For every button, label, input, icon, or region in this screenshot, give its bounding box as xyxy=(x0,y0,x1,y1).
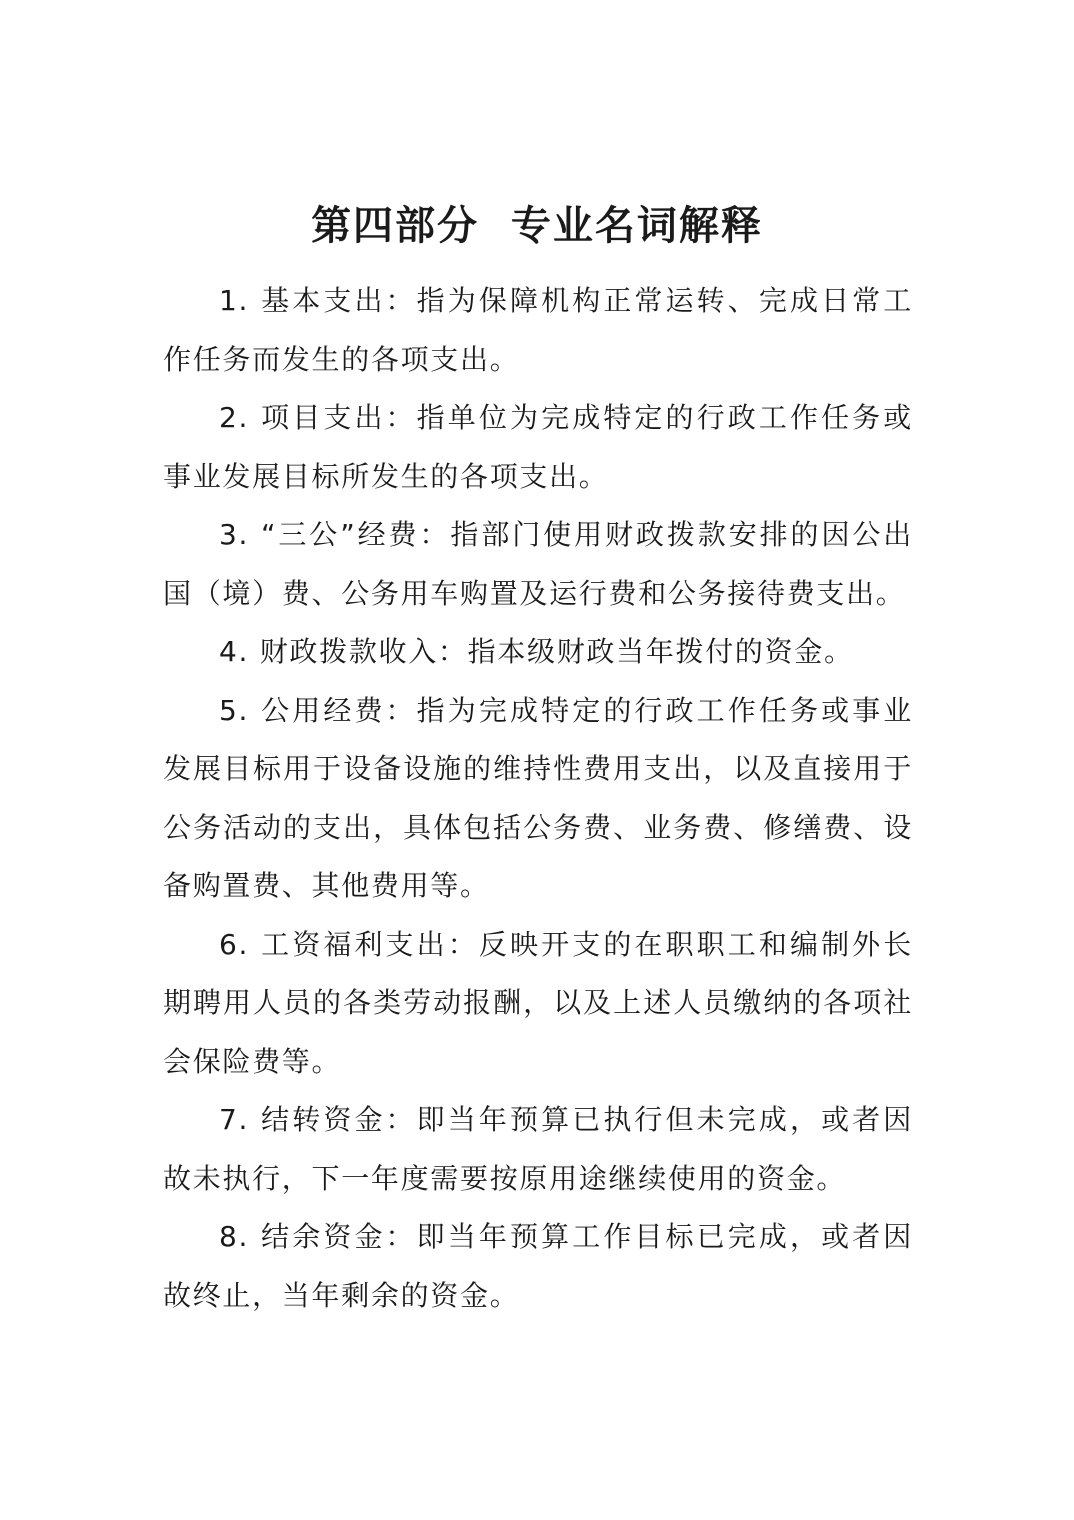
definition-number: 2. xyxy=(219,401,262,434)
definition-term: “三公”经费： xyxy=(260,518,451,551)
page-title: 第四部分 专业名词解释 xyxy=(311,202,763,249)
definition-item xyxy=(163,623,913,682)
definition-term: 基本支出： xyxy=(261,284,417,317)
definition-text: 指本级财政当年拨付的资金。 xyxy=(467,635,854,668)
definition-item xyxy=(163,916,913,1092)
definition-item xyxy=(163,506,913,623)
definition-term: 财政拨款收入： xyxy=(259,635,468,668)
definition-item xyxy=(163,272,913,389)
definition-item xyxy=(163,1091,913,1208)
definition-number: 6. xyxy=(219,927,262,961)
definition-number: 3. xyxy=(219,518,261,551)
definition-text: 即当年预算工作目标已完成，或者因故终止，当年剩余的资金。 xyxy=(163,1220,913,1312)
definition-number: 5. xyxy=(219,693,262,727)
definitions-list xyxy=(163,272,913,1325)
definition-number: 7. xyxy=(219,1103,262,1136)
definition-text: 指为保障机构正常运转、完成日常工作任务而发生的各项支出。 xyxy=(163,284,913,376)
definition-item xyxy=(163,1208,913,1325)
definition-text: 即当年预算已执行但未完成，或者因故未执行，下一年度需要按原用途继续使用的资金。 xyxy=(163,1103,913,1195)
definition-text: 指为完成特定的行政工作任务或事业发展目标用于设备设施的维持性费用支出，以及直接用于公务活动的支出，具体包括公务费、业务费、修缮费、设备购置费、其他费用等。 xyxy=(163,693,913,902)
definition-number: 4. xyxy=(219,635,260,668)
definition-text: 反映开支的在职职工和编制外长期聘用人员的各类劳动报酬，以及上述人员缴纳的各项社会保险费等。 xyxy=(163,927,913,1078)
definition-term: 结余资金： xyxy=(261,1220,417,1253)
definition-item xyxy=(163,682,913,916)
definition-text: 指单位为完成特定的行政工作任务或事业发展目标所发生的各项支出。 xyxy=(163,401,913,493)
definition-number: 8. xyxy=(219,1220,262,1253)
definition-term: 结转资金： xyxy=(261,1103,417,1136)
definition-term: 工资福利支出： xyxy=(261,927,479,961)
definition-text: 指部门使用财政拨款安排的因公出国（境）费、公务用车购置及运行费和公务接待费支出。 xyxy=(163,518,913,610)
definition-term: 公用经费： xyxy=(261,693,417,727)
definition-item xyxy=(163,389,913,506)
definition-number: 1. xyxy=(219,284,262,317)
definition-term: 项目支出： xyxy=(261,401,417,434)
